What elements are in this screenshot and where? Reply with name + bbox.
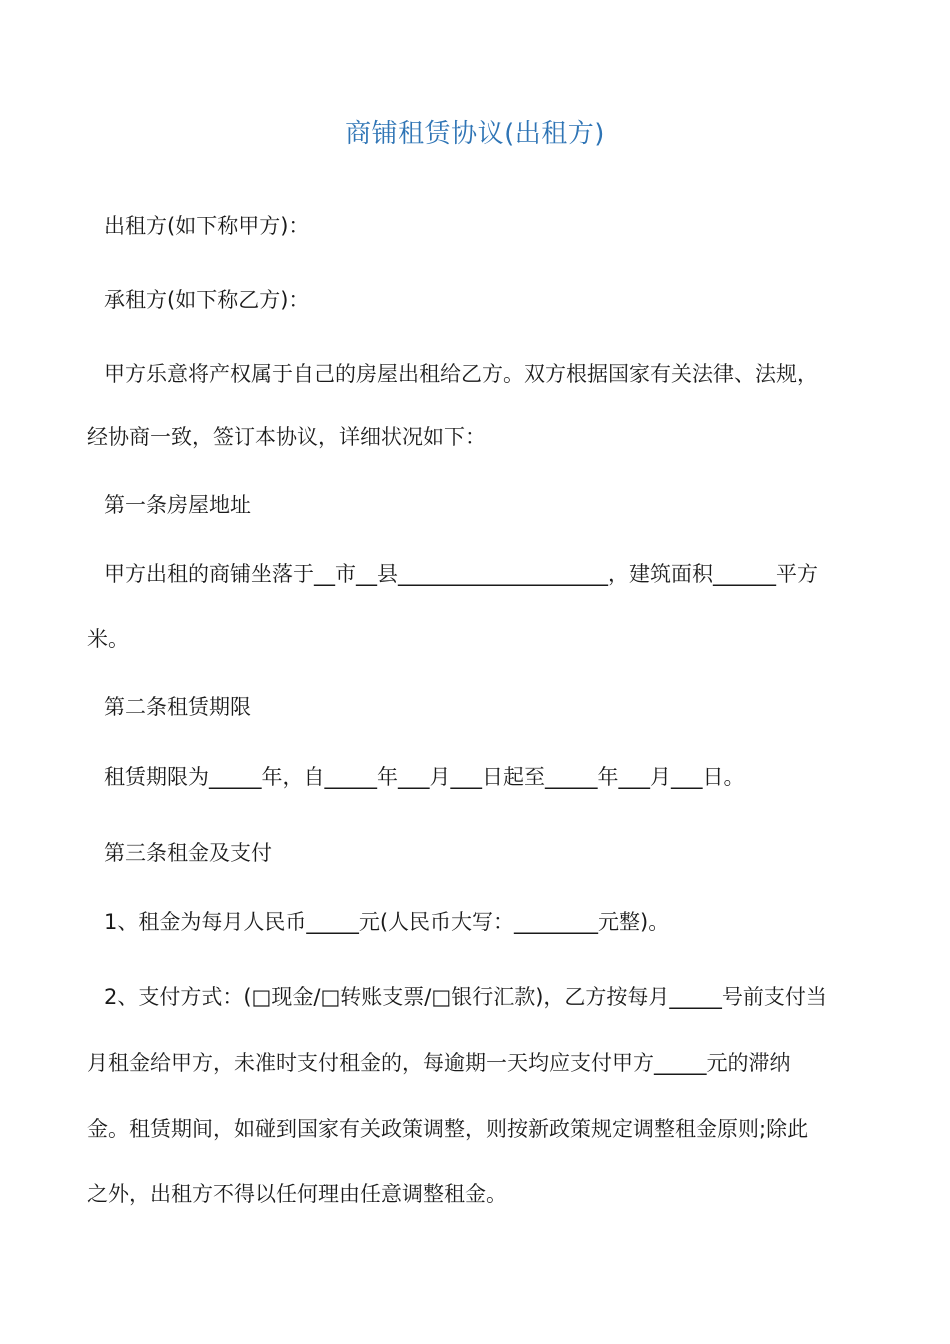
article-2-heading: 第二条租赁期限 xyxy=(104,695,251,719)
intro-paragraph-line-2: 经协商一致，签订本协议，详细状况如下： xyxy=(87,425,486,449)
article-3-item-2-line-4: 之外，出租方不得以任何理由任意调整租金。 xyxy=(87,1182,507,1206)
article-1-body-line-2: 米。 xyxy=(87,627,129,651)
party-a-line: 出租方(如下称甲方)： xyxy=(104,214,310,238)
article-2-body: 租赁期限为_____年，自_____年___月___日起至_____年___月___日。 xyxy=(104,765,745,789)
article-3-heading: 第三条租金及支付 xyxy=(104,841,272,865)
document-title: 商铺租赁协议(出租方) xyxy=(345,119,605,149)
article-3-item-2-line-2: 月租金给甲方，未准时支付租金的，每逾期一天均应支付甲方_____元的滞纳 xyxy=(87,1051,791,1075)
article-3-item-1: 1、租金为每月人民币_____元(人民币大写：________元整)。 xyxy=(104,910,670,934)
article-3-item-2-line-3: 金。租赁期间，如碰到国家有关政策调整，则按新政策规定调整租金原则;除此 xyxy=(87,1117,809,1141)
article-1-body-line-1: 甲方出租的商铺坐落于__市__县____________________，建筑面积______平方 xyxy=(104,562,818,586)
article-1-heading: 第一条房屋地址 xyxy=(104,493,251,517)
intro-paragraph-line-1: 甲方乐意将产权属于自己的房屋出租给乙方。双方根据国家有关法律、法规， xyxy=(104,362,818,386)
article-3-item-2-line-1: 2、支付方式：(□现金/□转账支票/□银行汇款)，乙方按每月_____号前支付当 xyxy=(104,985,827,1009)
party-b-line: 承租方(如下称乙方)： xyxy=(104,288,310,312)
